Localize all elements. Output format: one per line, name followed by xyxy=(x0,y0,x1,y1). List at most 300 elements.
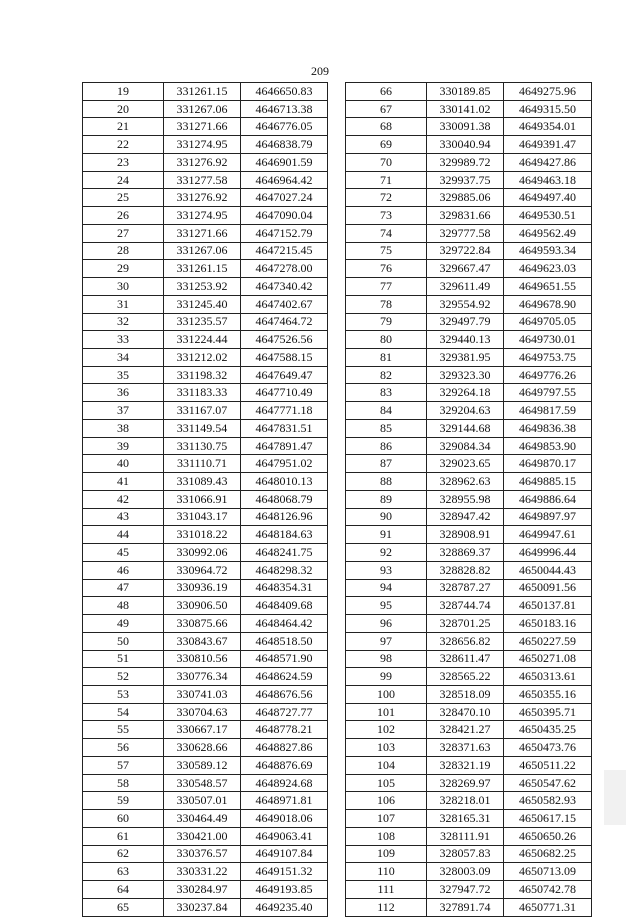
x-coordinate-cell: 328787.27 xyxy=(427,579,504,597)
point-number-cell: 61 xyxy=(83,827,164,845)
x-coordinate-cell: 330628.66 xyxy=(164,739,241,757)
coordinates-table-right xyxy=(345,82,592,917)
table-row xyxy=(83,189,328,207)
y-coordinate-cell: 4648624.59 xyxy=(241,668,328,686)
point-number-cell: 28 xyxy=(83,242,164,260)
table-body-left xyxy=(83,83,328,917)
point-number-cell: 92 xyxy=(346,544,427,562)
x-coordinate-cell: 330589.12 xyxy=(164,756,241,774)
table-row xyxy=(346,295,592,313)
point-number-cell: 96 xyxy=(346,615,427,633)
y-coordinate-cell: 4650650.26 xyxy=(504,827,592,845)
table-row xyxy=(83,579,328,597)
y-coordinate-cell: 4649530.51 xyxy=(504,207,592,225)
x-coordinate-cell: 328828.82 xyxy=(427,561,504,579)
x-coordinate-cell: 330376.57 xyxy=(164,845,241,863)
y-coordinate-cell: 4650271.08 xyxy=(504,650,592,668)
point-number-cell: 32 xyxy=(83,313,164,331)
x-coordinate-cell: 330667.17 xyxy=(164,721,241,739)
y-coordinate-cell: 4648676.56 xyxy=(241,685,328,703)
y-coordinate-cell: 4649354.01 xyxy=(504,118,592,136)
x-coordinate-cell: 329989.72 xyxy=(427,153,504,171)
x-coordinate-cell: 331043.17 xyxy=(164,508,241,526)
y-coordinate-cell: 4647951.02 xyxy=(241,455,328,473)
point-number-cell: 55 xyxy=(83,721,164,739)
x-coordinate-cell: 331253.92 xyxy=(164,278,241,296)
y-coordinate-cell: 4647891.47 xyxy=(241,437,328,455)
point-number-cell: 97 xyxy=(346,632,427,650)
table-row xyxy=(83,402,328,420)
point-number-cell: 91 xyxy=(346,526,427,544)
table-row xyxy=(346,153,592,171)
table-row xyxy=(83,153,328,171)
x-coordinate-cell: 330284.97 xyxy=(164,881,241,899)
y-coordinate-cell: 4649275.96 xyxy=(504,83,592,101)
x-coordinate-cell: 331274.95 xyxy=(164,136,241,154)
table-row xyxy=(83,898,328,916)
point-number-cell: 42 xyxy=(83,490,164,508)
point-number-cell: 36 xyxy=(83,384,164,402)
x-coordinate-cell: 328003.09 xyxy=(427,863,504,881)
point-number-cell: 38 xyxy=(83,419,164,437)
table-row xyxy=(83,473,328,491)
x-coordinate-cell: 329323.30 xyxy=(427,366,504,384)
y-coordinate-cell: 4647027.24 xyxy=(241,189,328,207)
y-coordinate-cell: 4646713.38 xyxy=(241,100,328,118)
x-coordinate-cell: 331110.71 xyxy=(164,455,241,473)
table-row xyxy=(346,561,592,579)
point-number-cell: 30 xyxy=(83,278,164,296)
point-number-cell: 89 xyxy=(346,490,427,508)
x-coordinate-cell: 331224.44 xyxy=(164,331,241,349)
y-coordinate-cell: 4649463.18 xyxy=(504,171,592,189)
x-coordinate-cell: 331277.58 xyxy=(164,171,241,189)
y-coordinate-cell: 4649897.97 xyxy=(504,508,592,526)
x-coordinate-cell: 328321.19 xyxy=(427,756,504,774)
point-number-cell: 22 xyxy=(83,136,164,154)
y-coordinate-cell: 4647464.72 xyxy=(241,313,328,331)
y-coordinate-cell: 4650473.76 xyxy=(504,739,592,757)
point-number-cell: 52 xyxy=(83,668,164,686)
table-row xyxy=(83,668,328,686)
y-coordinate-cell: 4648571.90 xyxy=(241,650,328,668)
point-number-cell: 101 xyxy=(346,703,427,721)
table-row xyxy=(83,313,328,331)
table-row xyxy=(346,526,592,544)
y-coordinate-cell: 4648827.86 xyxy=(241,739,328,757)
point-number-cell: 20 xyxy=(83,100,164,118)
x-coordinate-cell: 330237.84 xyxy=(164,898,241,916)
x-coordinate-cell: 329497.79 xyxy=(427,313,504,331)
point-number-cell: 90 xyxy=(346,508,427,526)
x-coordinate-cell: 328057.83 xyxy=(427,845,504,863)
x-coordinate-cell: 330704.63 xyxy=(164,703,241,721)
x-coordinate-cell: 328421.27 xyxy=(427,721,504,739)
x-coordinate-cell: 329611.49 xyxy=(427,278,504,296)
y-coordinate-cell: 4649776.26 xyxy=(504,366,592,384)
x-coordinate-cell: 328656.82 xyxy=(427,632,504,650)
table-row xyxy=(83,685,328,703)
x-coordinate-cell: 329885.06 xyxy=(427,189,504,207)
point-number-cell: 23 xyxy=(83,153,164,171)
page-number: 209 xyxy=(311,64,329,78)
y-coordinate-cell: 4649623.03 xyxy=(504,260,592,278)
x-coordinate-cell: 328111.91 xyxy=(427,827,504,845)
point-number-cell: 51 xyxy=(83,650,164,668)
point-number-cell: 85 xyxy=(346,419,427,437)
y-coordinate-cell: 4649151.32 xyxy=(241,863,328,881)
x-coordinate-cell: 330964.72 xyxy=(164,561,241,579)
point-number-cell: 41 xyxy=(83,473,164,491)
table-row xyxy=(346,384,592,402)
y-coordinate-cell: 4647526.56 xyxy=(241,331,328,349)
table-row xyxy=(83,739,328,757)
table-row xyxy=(346,242,592,260)
x-coordinate-cell: 330464.49 xyxy=(164,810,241,828)
point-number-cell: 34 xyxy=(83,349,164,367)
y-coordinate-cell: 4649886.64 xyxy=(504,490,592,508)
x-coordinate-cell: 331267.06 xyxy=(164,100,241,118)
table-row xyxy=(83,597,328,615)
point-number-cell: 106 xyxy=(346,792,427,810)
table-row xyxy=(83,83,328,101)
point-number-cell: 87 xyxy=(346,455,427,473)
x-coordinate-cell: 329937.75 xyxy=(427,171,504,189)
y-coordinate-cell: 4649836.38 xyxy=(504,419,592,437)
x-coordinate-cell: 328962.63 xyxy=(427,473,504,491)
y-coordinate-cell: 4649705.05 xyxy=(504,313,592,331)
x-coordinate-cell: 330548.57 xyxy=(164,774,241,792)
point-number-cell: 63 xyxy=(83,863,164,881)
x-coordinate-cell: 330776.34 xyxy=(164,668,241,686)
y-coordinate-cell: 4650091.56 xyxy=(504,579,592,597)
table-row xyxy=(83,331,328,349)
table-row xyxy=(346,544,592,562)
x-coordinate-cell: 328701.25 xyxy=(427,615,504,633)
y-coordinate-cell: 4647771.18 xyxy=(241,402,328,420)
x-coordinate-cell: 331066.91 xyxy=(164,490,241,508)
y-coordinate-cell: 4650617.15 xyxy=(504,810,592,828)
point-number-cell: 76 xyxy=(346,260,427,278)
point-number-cell: 93 xyxy=(346,561,427,579)
point-number-cell: 108 xyxy=(346,827,427,845)
table-row xyxy=(83,544,328,562)
point-number-cell: 98 xyxy=(346,650,427,668)
y-coordinate-cell: 4647649.47 xyxy=(241,366,328,384)
table-row xyxy=(346,863,592,881)
table-row xyxy=(346,810,592,828)
point-number-cell: 19 xyxy=(83,83,164,101)
y-coordinate-cell: 4647090.04 xyxy=(241,207,328,225)
y-coordinate-cell: 4648518.50 xyxy=(241,632,328,650)
table-row xyxy=(346,739,592,757)
table-row xyxy=(83,774,328,792)
y-coordinate-cell: 4647588.15 xyxy=(241,349,328,367)
y-coordinate-cell: 4646901.59 xyxy=(241,153,328,171)
y-coordinate-cell: 4649193.85 xyxy=(241,881,328,899)
x-coordinate-cell: 331261.15 xyxy=(164,83,241,101)
point-number-cell: 57 xyxy=(83,756,164,774)
y-coordinate-cell: 4649817.59 xyxy=(504,402,592,420)
point-number-cell: 44 xyxy=(83,526,164,544)
table-row xyxy=(346,349,592,367)
table-row xyxy=(83,419,328,437)
y-coordinate-cell: 4649063.41 xyxy=(241,827,328,845)
point-number-cell: 71 xyxy=(346,171,427,189)
table-row xyxy=(346,189,592,207)
y-coordinate-cell: 4646650.83 xyxy=(241,83,328,101)
x-coordinate-cell: 328744.74 xyxy=(427,597,504,615)
x-coordinate-cell: 329554.92 xyxy=(427,295,504,313)
x-coordinate-cell: 328218.01 xyxy=(427,792,504,810)
x-coordinate-cell: 329440.13 xyxy=(427,331,504,349)
x-coordinate-cell: 328565.22 xyxy=(427,668,504,686)
table-row xyxy=(346,827,592,845)
point-number-cell: 43 xyxy=(83,508,164,526)
x-coordinate-cell: 331274.95 xyxy=(164,207,241,225)
y-coordinate-cell: 4649853.90 xyxy=(504,437,592,455)
point-number-cell: 64 xyxy=(83,881,164,899)
table-row xyxy=(83,455,328,473)
table-row xyxy=(346,118,592,136)
y-coordinate-cell: 4648971.81 xyxy=(241,792,328,810)
y-coordinate-cell: 4649947.61 xyxy=(504,526,592,544)
y-coordinate-cell: 4647152.79 xyxy=(241,224,328,242)
table-row xyxy=(346,473,592,491)
y-coordinate-cell: 4650682.25 xyxy=(504,845,592,863)
x-coordinate-cell: 327947.72 xyxy=(427,881,504,899)
x-coordinate-cell: 331130.75 xyxy=(164,437,241,455)
x-coordinate-cell: 328908.91 xyxy=(427,526,504,544)
point-number-cell: 88 xyxy=(346,473,427,491)
table-row xyxy=(346,100,592,118)
table-row xyxy=(346,579,592,597)
point-number-cell: 46 xyxy=(83,561,164,579)
y-coordinate-cell: 4647710.49 xyxy=(241,384,328,402)
y-coordinate-cell: 4649870.17 xyxy=(504,455,592,473)
x-coordinate-cell: 329667.47 xyxy=(427,260,504,278)
table-row xyxy=(83,224,328,242)
table-row xyxy=(83,792,328,810)
table-row xyxy=(346,402,592,420)
x-coordinate-cell: 330741.03 xyxy=(164,685,241,703)
y-coordinate-cell: 4646776.05 xyxy=(241,118,328,136)
table-row xyxy=(83,437,328,455)
x-coordinate-cell: 328470.10 xyxy=(427,703,504,721)
table-row xyxy=(83,295,328,313)
x-coordinate-cell: 331212.02 xyxy=(164,349,241,367)
x-coordinate-cell: 329084.34 xyxy=(427,437,504,455)
x-coordinate-cell: 331267.06 xyxy=(164,242,241,260)
x-coordinate-cell: 331198.32 xyxy=(164,366,241,384)
y-coordinate-cell: 4648464.42 xyxy=(241,615,328,633)
x-coordinate-cell: 329831.66 xyxy=(427,207,504,225)
table-row xyxy=(83,207,328,225)
y-coordinate-cell: 4649651.55 xyxy=(504,278,592,296)
table-row xyxy=(83,721,328,739)
y-coordinate-cell: 4649497.40 xyxy=(504,189,592,207)
point-number-cell: 58 xyxy=(83,774,164,792)
point-number-cell: 31 xyxy=(83,295,164,313)
y-coordinate-cell: 4649018.06 xyxy=(241,810,328,828)
x-coordinate-cell: 328518.09 xyxy=(427,685,504,703)
table-row xyxy=(346,881,592,899)
y-coordinate-cell: 4649107.84 xyxy=(241,845,328,863)
x-coordinate-cell: 328611.47 xyxy=(427,650,504,668)
x-coordinate-cell: 330331.22 xyxy=(164,863,241,881)
x-coordinate-cell: 331089.43 xyxy=(164,473,241,491)
x-coordinate-cell: 330189.85 xyxy=(427,83,504,101)
x-coordinate-cell: 328955.98 xyxy=(427,490,504,508)
x-coordinate-cell: 331261.15 xyxy=(164,260,241,278)
x-coordinate-cell: 331167.07 xyxy=(164,402,241,420)
x-coordinate-cell: 331245.40 xyxy=(164,295,241,313)
y-coordinate-cell: 4650395.71 xyxy=(504,703,592,721)
x-coordinate-cell: 331271.66 xyxy=(164,224,241,242)
x-coordinate-cell: 327891.74 xyxy=(427,898,504,916)
table-row xyxy=(346,455,592,473)
point-number-cell: 70 xyxy=(346,153,427,171)
table-row xyxy=(346,703,592,721)
x-coordinate-cell: 330141.02 xyxy=(427,100,504,118)
table-row xyxy=(346,224,592,242)
table-row xyxy=(83,366,328,384)
y-coordinate-cell: 4650771.31 xyxy=(504,898,592,916)
point-number-cell: 53 xyxy=(83,685,164,703)
table-row xyxy=(83,526,328,544)
x-coordinate-cell: 328269.97 xyxy=(427,774,504,792)
point-number-cell: 82 xyxy=(346,366,427,384)
point-number-cell: 95 xyxy=(346,597,427,615)
y-coordinate-cell: 4650742.78 xyxy=(504,881,592,899)
x-coordinate-cell: 331276.92 xyxy=(164,189,241,207)
x-coordinate-cell: 329264.18 xyxy=(427,384,504,402)
table-row xyxy=(346,615,592,633)
y-coordinate-cell: 4649391.47 xyxy=(504,136,592,154)
x-coordinate-cell: 330040.94 xyxy=(427,136,504,154)
point-number-cell: 25 xyxy=(83,189,164,207)
y-coordinate-cell: 4648184.63 xyxy=(241,526,328,544)
point-number-cell: 35 xyxy=(83,366,164,384)
x-coordinate-cell: 328371.63 xyxy=(427,739,504,757)
y-coordinate-cell: 4648778.21 xyxy=(241,721,328,739)
point-number-cell: 59 xyxy=(83,792,164,810)
y-coordinate-cell: 4650044.43 xyxy=(504,561,592,579)
point-number-cell: 37 xyxy=(83,402,164,420)
table-row xyxy=(346,437,592,455)
table-row xyxy=(346,313,592,331)
point-number-cell: 105 xyxy=(346,774,427,792)
y-coordinate-cell: 4650713.09 xyxy=(504,863,592,881)
y-coordinate-cell: 4649797.55 xyxy=(504,384,592,402)
table-row xyxy=(83,615,328,633)
point-number-cell: 50 xyxy=(83,632,164,650)
table-row xyxy=(83,561,328,579)
table-row xyxy=(346,260,592,278)
point-number-cell: 21 xyxy=(83,118,164,136)
table-row xyxy=(83,242,328,260)
x-coordinate-cell: 329777.58 xyxy=(427,224,504,242)
point-number-cell: 81 xyxy=(346,349,427,367)
table-row xyxy=(83,845,328,863)
table-row xyxy=(346,721,592,739)
x-coordinate-cell: 329204.63 xyxy=(427,402,504,420)
x-coordinate-cell: 329144.68 xyxy=(427,419,504,437)
point-number-cell: 74 xyxy=(346,224,427,242)
table-row xyxy=(346,597,592,615)
x-coordinate-cell: 330875.66 xyxy=(164,615,241,633)
y-coordinate-cell: 4648010.13 xyxy=(241,473,328,491)
point-number-cell: 78 xyxy=(346,295,427,313)
y-coordinate-cell: 4647831.51 xyxy=(241,419,328,437)
point-number-cell: 83 xyxy=(346,384,427,402)
table-row xyxy=(346,792,592,810)
point-number-cell: 29 xyxy=(83,260,164,278)
point-number-cell: 40 xyxy=(83,455,164,473)
point-number-cell: 104 xyxy=(346,756,427,774)
table-row xyxy=(346,756,592,774)
x-coordinate-cell: 331271.66 xyxy=(164,118,241,136)
point-number-cell: 110 xyxy=(346,863,427,881)
point-number-cell: 100 xyxy=(346,685,427,703)
table-row xyxy=(346,136,592,154)
point-number-cell: 62 xyxy=(83,845,164,863)
x-coordinate-cell: 329722.84 xyxy=(427,242,504,260)
point-number-cell: 75 xyxy=(346,242,427,260)
point-number-cell: 24 xyxy=(83,171,164,189)
table-row xyxy=(346,845,592,863)
y-coordinate-cell: 4650547.62 xyxy=(504,774,592,792)
point-number-cell: 112 xyxy=(346,898,427,916)
coordinates-table-left xyxy=(82,82,328,917)
table-row xyxy=(83,863,328,881)
table-row xyxy=(346,490,592,508)
y-coordinate-cell: 4650435.25 xyxy=(504,721,592,739)
table-row xyxy=(346,632,592,650)
y-coordinate-cell: 4646838.79 xyxy=(241,136,328,154)
point-number-cell: 72 xyxy=(346,189,427,207)
point-number-cell: 73 xyxy=(346,207,427,225)
point-number-cell: 54 xyxy=(83,703,164,721)
y-coordinate-cell: 4649996.44 xyxy=(504,544,592,562)
point-number-cell: 94 xyxy=(346,579,427,597)
y-coordinate-cell: 4648876.69 xyxy=(241,756,328,774)
point-number-cell: 77 xyxy=(346,278,427,296)
table-row xyxy=(346,366,592,384)
table-row xyxy=(346,898,592,916)
point-number-cell: 80 xyxy=(346,331,427,349)
point-number-cell: 65 xyxy=(83,898,164,916)
y-coordinate-cell: 4649235.40 xyxy=(241,898,328,916)
point-number-cell: 102 xyxy=(346,721,427,739)
y-coordinate-cell: 4650183.16 xyxy=(504,615,592,633)
table-row xyxy=(346,685,592,703)
y-coordinate-cell: 4649753.75 xyxy=(504,349,592,367)
table-row xyxy=(83,278,328,296)
x-coordinate-cell: 331276.92 xyxy=(164,153,241,171)
x-coordinate-cell: 330421.00 xyxy=(164,827,241,845)
table-row xyxy=(83,810,328,828)
point-number-cell: 45 xyxy=(83,544,164,562)
point-number-cell: 67 xyxy=(346,100,427,118)
table-row xyxy=(83,100,328,118)
table-row xyxy=(346,207,592,225)
point-number-cell: 49 xyxy=(83,615,164,633)
point-number-cell: 99 xyxy=(346,668,427,686)
y-coordinate-cell: 4650313.61 xyxy=(504,668,592,686)
x-coordinate-cell: 328947.42 xyxy=(427,508,504,526)
scan-noise xyxy=(604,770,626,825)
